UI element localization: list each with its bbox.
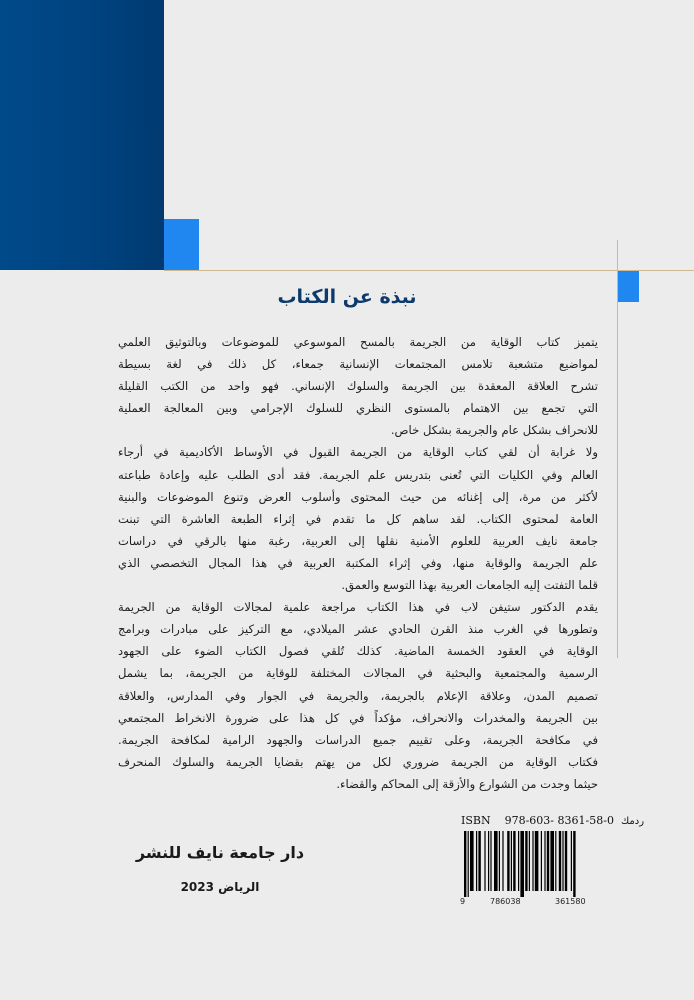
horizontal-rule <box>164 270 694 271</box>
text-line: لأكثر من مرة، إلى إغنائه من حيث المحتوى وأسلوب العرض وتنوع الموضوعات والبنية <box>118 489 598 504</box>
text-line: فكتاب الوقاية من الجريمة ضروري لكل من يهتم بقضايا الجريمة والسلوك المنحرف <box>118 754 598 769</box>
barcode-bar <box>565 831 567 891</box>
barcode-bar <box>535 831 539 891</box>
barcode-bar <box>571 831 572 891</box>
isbn-line <box>461 814 644 827</box>
barcode-bar <box>464 831 466 897</box>
barcode-bar <box>550 831 554 891</box>
cover-blue-block <box>0 0 164 270</box>
barcode-bar <box>562 831 563 891</box>
text-line: الوقاية في العقود الخمسة الماضية. كذلك تُلقي فصول الكتاب الضوء على الجهود <box>118 644 598 659</box>
barcode-bar <box>529 831 530 891</box>
barcode <box>462 831 612 897</box>
text-line: الرسمية والمجتمعية والبحثية في المجالات المختلفة للوقاية من الجريمة، بما يشمل <box>118 666 598 681</box>
text-line: وتطورها في الغرب منذ القرن الحادي عشر الميلادي، مع التركيز على مبادرات وبرامج <box>118 622 598 637</box>
text-line: لمواضيع متشعبة تلامس المجتمعات الإنسانية جمعاء، كل ذلك في لغة بسيطة <box>118 357 598 372</box>
barcode-bar <box>476 831 477 891</box>
text-line: يتميز كتاب الوقاية من الجريمة بالمسح الموسوعي للموضوعات وبالتوثيق العلمي <box>118 335 598 349</box>
barcode-bar <box>525 831 527 891</box>
text-line: حيثما وجدت من الشوارع والأزقة إلى المحاكم والقضاء. <box>336 776 598 791</box>
accent-square <box>164 219 199 270</box>
text-line: العامة لمحتوى الكتاب. لقد ساهم كل ما تقدم في إثراء الطبعة العاشرة التي تبنت <box>118 511 598 526</box>
barcode-bar <box>468 831 469 897</box>
barcode-digit-lead: 9 <box>460 897 466 906</box>
barcode-bar <box>544 831 545 891</box>
text-line: تشرح العلاقة المعقدة بين الجريمة والسلوك الإنساني. فهو واحد من الكتب القليلة <box>118 379 598 394</box>
barcode-bar <box>507 831 509 891</box>
text-line: في مكافحة الجريمة، وعلى تقييم جميع الدراسات والجهود الرامية لمكافحة الجريمة. <box>118 732 598 747</box>
barcode-bar <box>532 831 533 891</box>
barcode-digits-left: 786038 <box>490 897 521 906</box>
text-line: ولا غرابة أن لقي كتاب الوقاية من الجريمة القبول في الأوساط الأكاديمية في أرجاء <box>118 445 598 460</box>
publisher-name: دار جامعة نايف للنشر <box>135 843 305 862</box>
barcode-bar <box>484 831 485 891</box>
barcode-bar <box>573 831 575 897</box>
barcode-digits-right: 361580 <box>555 897 586 906</box>
text-line: بين الجريمة والمخدرات والانحراف، مؤكداً في كل هذا على ضرورة الانخراط المجتمعي <box>118 710 598 725</box>
barcode-bar <box>541 831 542 891</box>
section-title: نبذة عن الكتاب <box>277 286 417 308</box>
barcode-bar <box>511 831 512 891</box>
publication-place-year: الرياض 2023 <box>180 880 260 894</box>
barcode-bar <box>547 831 549 891</box>
barcode-bar <box>478 831 480 891</box>
isbn-label: ISBN <box>461 814 491 827</box>
barcode-bar <box>490 831 491 891</box>
barcode-bar <box>488 831 489 891</box>
barcode-bar <box>499 831 500 891</box>
barcode-bar <box>513 831 515 891</box>
isbn-number: 978-603- 8361-58-0 <box>504 814 614 827</box>
text-line: يقدم الدكتور ستيفن لاب في هذا الكتاب مراجعة علمية لمجالات الوقاية من الجريمة <box>118 600 598 615</box>
barcode-bar <box>470 831 474 891</box>
book-description <box>118 331 598 795</box>
text-line: التي تجمع بين الاهتمام بالمستوى النظري للسلوك الإجرامي وبين المعالجة العملية <box>118 401 598 416</box>
text-line: العالم وفي الكليات التي تُعنى بتدريس علم الجريمة. فقد أدى الطلب عليه وإعادة طباعته <box>118 467 598 482</box>
text-line: قلما التفتت إليه الجامعات العربية بهذا التوسع والعمق. <box>341 578 598 593</box>
text-line: علم الجريمة والوقاية منها، وفي إثراء المكتبة العربية في هذا المجال التخصصي الذي <box>118 555 598 570</box>
barcode-bar <box>559 831 561 891</box>
barcode-bar <box>518 831 519 891</box>
text-line: للانحراف بشكل عام والجريمة بشكل خاص. <box>390 423 598 438</box>
isbn-arabic-label: ردمك <box>620 816 645 827</box>
text-line: تصميم المدن، وعلاقة الإعلام بالجريمة، والجريمة في الجوار وفي المدارس، والعلاقة <box>118 688 598 703</box>
barcode-bar <box>494 831 498 891</box>
text-line: جامعة نايف العربية للعلوم الأمنية نقلها إلى العربية، رغبة منها بالرقي في دراسات <box>118 533 598 548</box>
barcode-bar <box>520 831 524 897</box>
barcode-bar <box>502 831 503 891</box>
barcode-bar <box>555 831 556 891</box>
